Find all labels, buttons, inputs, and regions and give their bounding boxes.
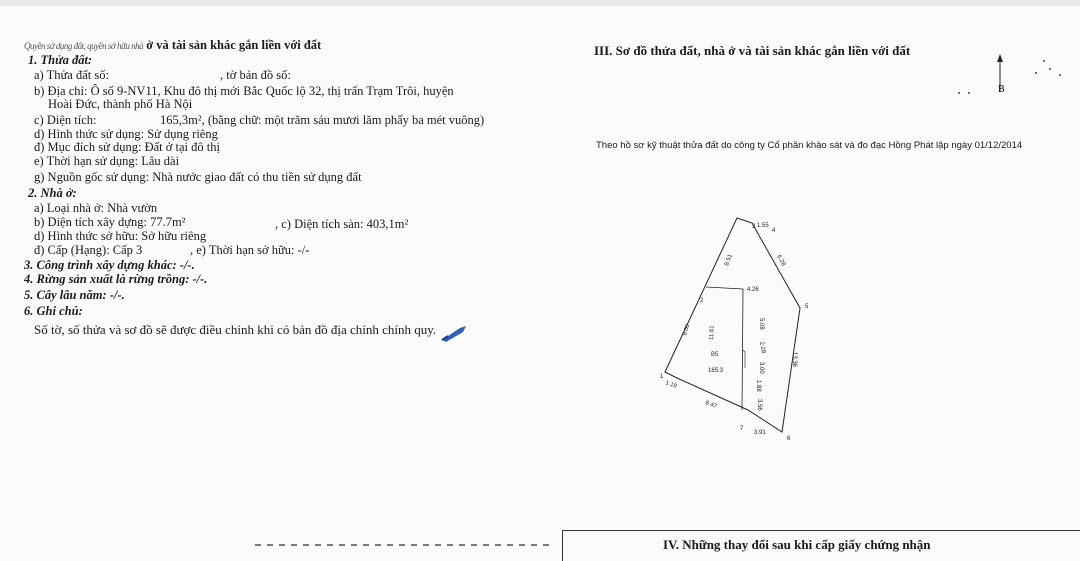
construction-area: b) Diện tích xây dựng: 77.7m² — [34, 215, 186, 229]
note-text: Số tờ, số thửa và sơ đồ sẽ được điều chỉnh khi có bản đồ địa chính chính quy. — [34, 322, 437, 337]
parcel-area: 165.3 — [708, 368, 724, 374]
section-4-header: IV. Những thay đổi sau khi cấp giấy chứng nhận — [663, 537, 931, 552]
ownership-term: , e) Thời hạn sở hữu: -/- — [190, 243, 310, 257]
area-label: c) Diện tích: — [34, 113, 97, 127]
point-2: 2 — [700, 298, 704, 304]
dim-1-88: 1.88 — [755, 380, 761, 392]
parcel-diagram — [560, 60, 1080, 480]
address-line-2: Hoài Đức, thành phố Hà Nội — [48, 97, 193, 111]
north-label: B — [998, 84, 1005, 95]
point-3: 3 — [752, 224, 756, 230]
section-header: Quyền sử dụng đất, quyền sở hữu nhà ở và tài sản khác gắn liền với đất — [24, 38, 322, 52]
pen-mark-icon — [440, 322, 470, 344]
parcel-label: B5 — [711, 352, 719, 358]
dim-8-51: 8.51 — [724, 253, 734, 267]
usage-term: e) Thời hạn sử dụng: Lâu dài — [34, 154, 180, 168]
section-3: 3. Công trình xây dựng khác: -/-. — [24, 258, 195, 272]
dim-8-47: 8.47 — [704, 400, 718, 410]
map-sheet-label: , tờ bản đồ số: — [220, 68, 291, 82]
dim-6-28: 6.28 — [775, 254, 787, 268]
usage-origin: g) Nguồn gốc sử dụng: Nhà nước giao đất có thu tiền sử dụng đất — [34, 170, 362, 184]
dim-3-56: 3.56 — [756, 399, 762, 411]
point-1: 1 — [660, 374, 664, 380]
house-grade: đ) Cấp (Hạng): Cấp 3 — [34, 243, 143, 257]
ownership-form: d) Hình thức sở hữu: Sở hữu riêng — [34, 229, 207, 243]
section-4-box — [562, 530, 1080, 561]
floor-area: , c) Diện tích sàn: 403,1m² — [275, 217, 409, 231]
point-7: 7 — [740, 426, 744, 432]
house-type: a) Loại nhà ở: Nhà vườn — [34, 201, 158, 215]
survey-reference: Theo hồ sơ kỹ thuật thửa đất do công ty Cổ phần khảo sát và đo đạc Hồng Phát lập ngày 01/12/2014 — [596, 140, 1023, 151]
point-6: 6 — [787, 436, 791, 442]
address-line-1: b) Địa chỉ: Ô số 9-NV11, Khu đô thị mới Bắc Quốc lộ 32, thị trấn Trạm Trôi, huyện — [34, 84, 454, 98]
section-1-title: 1. Thửa đất: — [28, 53, 93, 67]
area-value: 165,3m², (bằng chữ: một trăm sáu mươi lăm phẩy ba mét vuông) — [160, 113, 485, 127]
point-5: 5 — [805, 304, 809, 310]
dim-11-61: 11.61 — [709, 325, 716, 341]
dim-1-55: 1.55 — [757, 223, 769, 229]
section-2-title: 2. Nhà ở: — [28, 186, 77, 200]
usage-form: d) Hình thức sử dụng: Sử dụng riêng — [34, 127, 218, 141]
section-4: 4. Rừng sản xuất là rừng trồng: -/-. — [24, 272, 208, 286]
dim-13-36: 13.36 — [791, 352, 797, 368]
dim-3-91: 3.91 — [754, 430, 766, 436]
section-6-title: 6. Ghi chú: — [24, 304, 83, 318]
section-5: 5. Cây lâu năm: -/-. — [24, 288, 125, 302]
parcel-number-label: a) Thửa đất số: — [34, 68, 109, 82]
section-3-header: III. Sơ đồ thửa đất, nhà ở và tài sản khác gắn liền với đất — [594, 43, 911, 58]
point-4: 4 — [772, 228, 776, 234]
dim-1-19: 1.19 — [664, 380, 678, 390]
dim-2-28: 2.28 — [758, 341, 766, 354]
dim-4-26: 4.26 — [747, 287, 759, 293]
usage-purpose: đ) Mục đích sử dụng: Đất ở tại đô thị — [34, 140, 220, 154]
dim-3-00: 3.00 — [758, 362, 764, 374]
dim-9-00: 9.00 — [682, 323, 692, 337]
dim-5-08: 5.08 — [758, 318, 764, 330]
scan-artifact — [255, 544, 555, 546]
